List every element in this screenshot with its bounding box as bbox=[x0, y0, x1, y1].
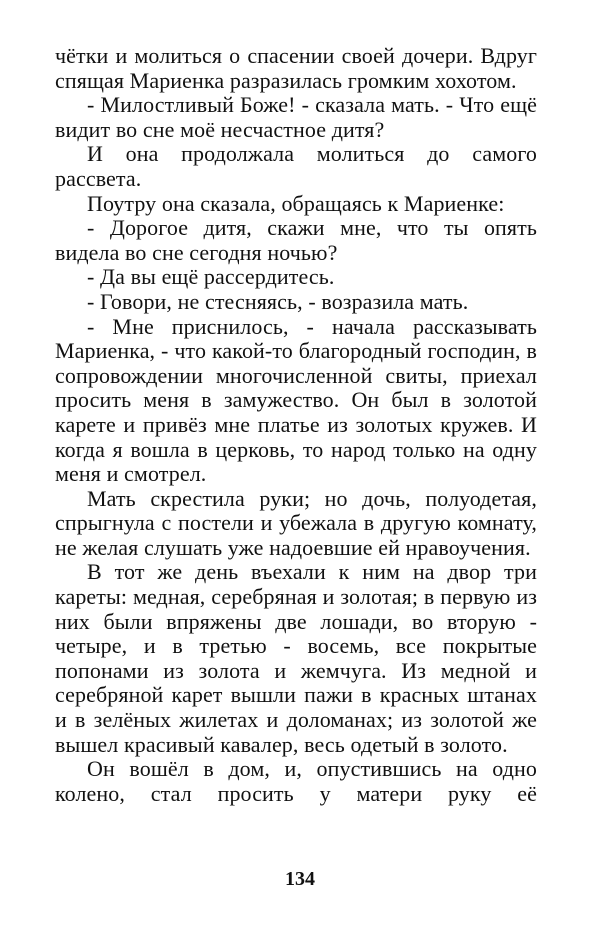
paragraph-5: - Дорогое дитя, скажи мне, что ты опять видела во сне сегодня ночью? bbox=[55, 215, 537, 265]
paragraph-3: И она продолжала молиться до самого рассвета. bbox=[55, 141, 537, 191]
paragraph-1: чётки и молиться о спасении своей дочери. Вдруг спящая Мариенка разразилась громким хохотом. bbox=[55, 43, 537, 93]
paragraph-11: Он вошёл в дом, и, опустившись на одно колено, стал просить у матери руку её bbox=[55, 756, 537, 806]
paragraph-9: Мать скрестила руки; но дочь, полуодетая, спрыгнула с постели и убежала в другую комнату, не желая слушать уже надоевшие ей нравоучения. bbox=[55, 485, 537, 560]
paragraph-6: - Да вы ещё рассердитесь. bbox=[87, 264, 335, 290]
paragraph-8: - Мне приснилось, - начала рассказывать Мариенка, - что какой-то благородный господин, в сопровождении многочисленной свиты, приехал просить меня в замужество. Он был в золотой карете и привёз мне платье из золотых кружев. И когда я вошла в церковь, то народ только на одну меня и смотрел. bbox=[55, 313, 537, 487]
page-number: 134 bbox=[285, 868, 315, 890]
paragraph-7: - Говори, не стесняясь, - возразила мать. bbox=[87, 288, 469, 314]
book-page-text bbox=[55, 44, 537, 806]
paragraph-4: Поутру она сказала, обращаясь к Мариенке: bbox=[87, 190, 505, 216]
paragraph-2: - Милостливый Боже! - сказала мать. - Что ещё видит во сне моё несчастное дитя? bbox=[55, 92, 537, 142]
paragraph-10: В тот же день въехали к ним на двор три кареты: медная, серебряная и золотая; в первую из них были впряжены две лошади, во вторую - четыре, и в третью - восемь, все покрытые попонами из золота и жемчуга. Из медной и серебряной карет вышли пажи в красных штанах и в зелёных жилетах и доломанах; из золотой же вышел красивый кавалер, весь одетый в золото. bbox=[55, 559, 537, 757]
